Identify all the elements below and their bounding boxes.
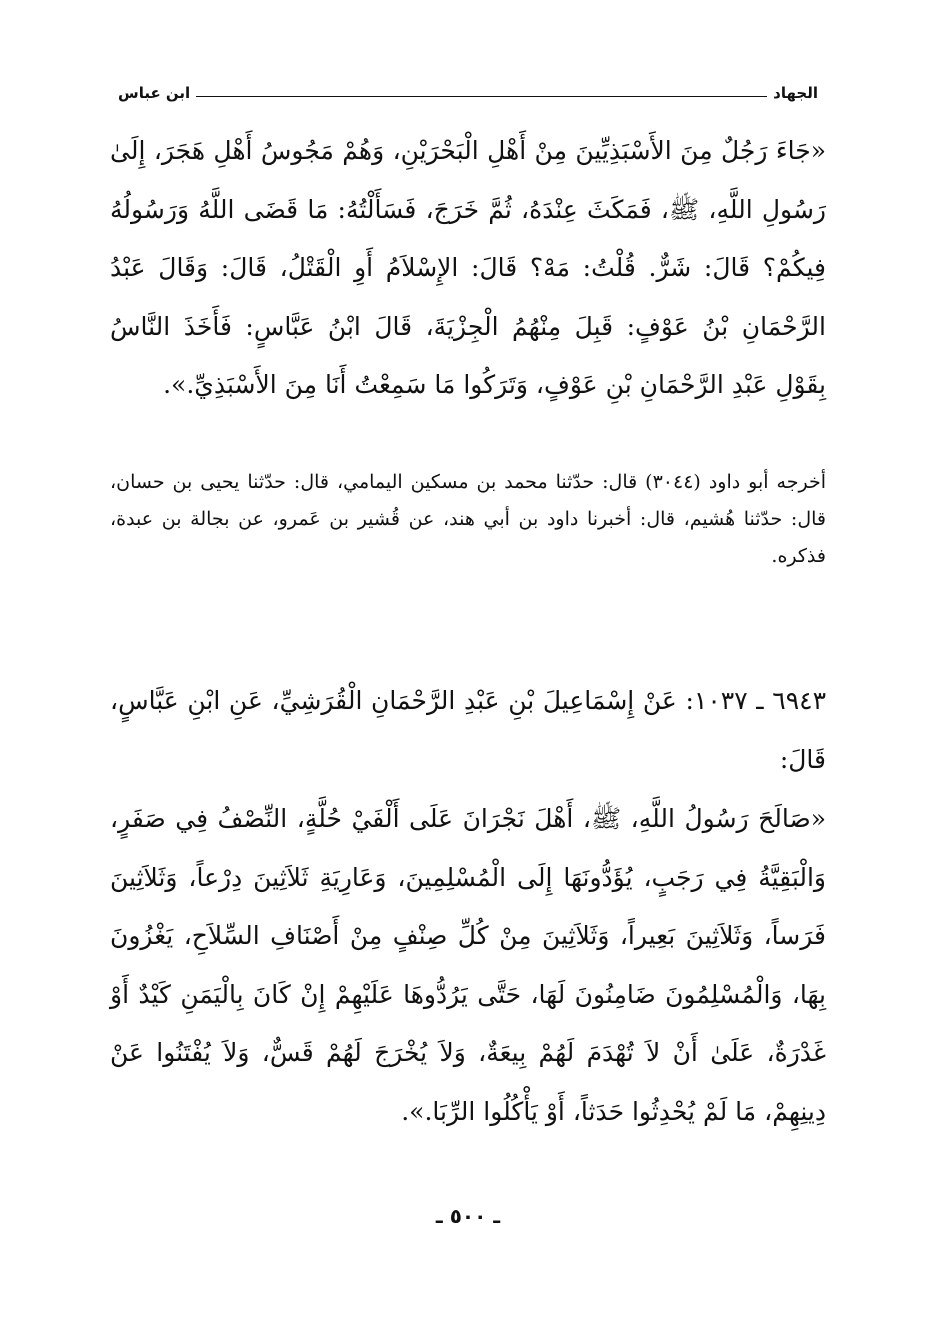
hadith-text: «جَاءَ رَجُلٌ مِنَ الأَسْبَذِيِّينَ مِنْ أَهْلِ الْبَحْرَيْنِ، وَهُمْ مَجُوسُ أَهْلِ هَجَرَ، إِلَىٰ رَسُولِ اللَّهِ، ﷺ، فَمَكَثَ عِنْدَهُ، ثُمَّ خَرَجَ، فَسَأَلْتُهُ: مَا قَضَى اللَّهُ وَرَسُولُهُ فِيكُمْ؟ قَالَ: شَرٌّ. قُلْتُ: مَهْ؟ قَالَ: الإِسْلاَمُ أَوِ الْقَتْلُ، قَالَ: وَقَالَ عَبْدُ الرَّحْمَانِ بْنُ عَوْفٍ: قَبِلَ مِنْهُمُ الْجِزْيَةَ، قَالَ ابْنُ عَبَّاسٍ: فَأَخَذَ النَّاسُ بِقَوْلِ عَبْدِ الرَّحْمَانِ بْنِ عَوْفٍ، وَتَرَكُوا مَا سَمِعْتُ أَنَا مِنَ الأَسْبَذِيِّ.». <box>110 136 826 399</box>
takhrij-note: أخرجه أبو داود (٣٠٤٤) قال: حدّثنا محمد بن مسكين اليمامي، قال: حدّثنا يحيى بن حسان، قال: حدّثنا هُشيم، قال: أخبرنا داود بن أبي هند، عن قُشير بن عَمرو، عن بجالة بن عبدة، فذكره. <box>110 471 826 567</box>
hadith-heading: ٦٩٤٣ ـ ١٠٣٧: عَنْ إِسْمَاعِيلَ بْنِ عَبْدِ الرَّحْمَانِ الْقُرَشِيِّ، عَنِ ابْنِ عَبَّاسٍ، قَالَ: <box>110 686 827 774</box>
running-header <box>118 78 818 102</box>
section-title: الجهاد <box>773 84 818 102</box>
header-rule <box>196 96 767 97</box>
page-number: ـ ٥٠٠ ـ <box>435 1204 501 1228</box>
hadith-text: «صَالَحَ رَسُولُ اللَّهِ، ﷺ، أَهْلَ نَجْرَانَ عَلَى أَلْفَيْ حُلَّةٍ، النِّصْفُ فِي صَفَرٍ، وَالْبَقِيَّةُ فِي رَجَبٍ، يُؤَدُّونَهَا إِلَى الْمُسْلِمِينَ، وَعَارِيَةِ ثَلاَثِينَ دِرْعاً، وَثَلاَثِينَ فَرَساً، وَثَلاَثِينَ بَعِيراً، وَثَلاَثِينَ مِنْ كُلِّ صِنْفٍ مِنْ أَصْنَافِ السِّلاَحِ، يَغْزُونَ بِهَا، وَالْمُسْلِمُونَ ضَامِنُونَ لَهَا، حَتَّى يَرُدُّوهَا عَلَيْهِمْ إِنْ كَانَ بِالْيَمَنِ كَيْدٌ أَوْ غَدْرَةٌ، عَلَىٰ أَنْ لاَ تُهْدَمَ لَهُمْ بِيعَةٌ، وَلاَ يُخْرَجَ لَهُمْ قَسٌّ، وَلاَ يُفْتَنُوا عَنْ دِينِهِمْ، مَا لَمْ يُحْدِثُوا حَدَثاً، أَوْ يَأْكُلُوا الرِّبَا.». <box>110 804 826 1126</box>
chapter-title: ابن عباس <box>118 84 191 102</box>
